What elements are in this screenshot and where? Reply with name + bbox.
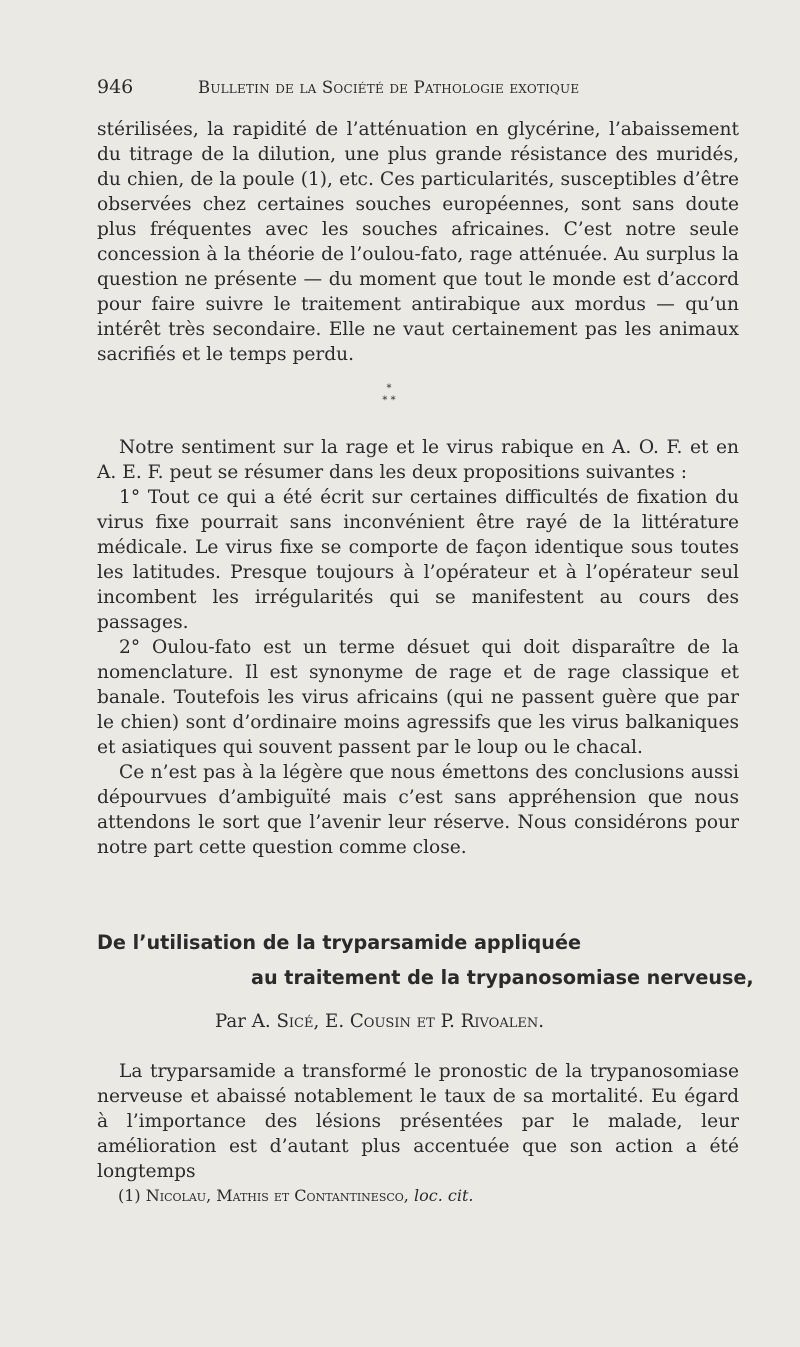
asterism-top: * xyxy=(386,383,392,394)
footnote-marker: (1) xyxy=(118,1186,141,1205)
footnote xyxy=(118,1186,473,1205)
footnote-reference: loc. cit. xyxy=(414,1186,474,1205)
paragraph: Notre sentiment sur la rage et le virus rabique en A. O. F. et en A. E. F. peut se résumer dans les deux propositions suivantes : xyxy=(97,437,739,483)
page-number: 946 xyxy=(97,76,134,98)
running-title: Bulletin de la Société de Pathologie exotique xyxy=(198,78,580,97)
paragraph: stérilisées, la rapidité de l’atténuation en glycérine, l’abaissement du titrage de la dilution, une plus grande résistance des muridés, du chien, de la poule (1), etc. Ces particularités, susceptibles d’être observées chez certaines souches européennes, sont sans doute plus fréquentes avec les souches africaines. C’est notre seule concession à la théorie de l’oulou-fato, rage atténuée. Au surplus la question ne présente — du moment que tout le monde est d’accord pour faire suivre le traitement antirabique aux mordus — qu’un intérêt très secondaire. Elle ne vaut certainement pas les animaux sacrifiés et le temps perdu. xyxy=(97,119,739,365)
asterism-separator xyxy=(374,383,404,407)
byline-authors: A. Sicé, E. Cousin et P. Rivoalen. xyxy=(251,1011,544,1032)
article-title-line-1: De l’utilisation de la tryparsamide appliquée xyxy=(97,931,581,954)
asterism-bottom: * * xyxy=(382,395,396,406)
paragraph: 1° Tout ce qui a été écrit sur certaines difficultés de fixation du virus fixe pourrait sans inconvénient être rayé de la littérature médicale. Le virus fixe se comporte de façon identique sous toutes les latitudes. Presque toujours à l’opérateur et à l’opérateur seul incombent les irrégularités qui se manifestent au cours des passages. xyxy=(97,487,739,633)
byline-prefix: Par xyxy=(215,1011,246,1032)
continued-paragraph xyxy=(97,117,739,367)
conclusions-section xyxy=(97,435,739,860)
footnote-authors: Nicolau, Mathis et Contantinesco, xyxy=(145,1186,409,1205)
article-byline xyxy=(215,1011,544,1032)
running-header xyxy=(97,76,642,102)
article-body xyxy=(97,1059,739,1184)
paragraph: 2° Oulou-fato est un terme désuet qui doit disparaître de la nomenclature. Il est synonyme de rage et de rage classique et banale. Toutefois les virus africains (qui ne passent guère que par le chien) sont d’ordinaire moins agressifs que les virus balkaniques et asiatiques qui souvent passent par le loup ou le chacal. xyxy=(97,637,739,758)
paragraph: La tryparsamide a transformé le pronostic de la trypanosomiase nerveuse et abaissé notablement le taux de sa mortalité. Eu égard à l’importance des lésions présentées par le malade, leur amélioration est d’autant plus accentuée que son action a été longtemps xyxy=(97,1061,739,1182)
article-title-line-2: au traitement de la trypanosomiase nerveuse, xyxy=(251,966,754,989)
paragraph: Ce n’est pas à la légère que nous émettons des conclusions aussi dépourvues d’ambiguïté mais c’est sans appréhension que nous attendons le sort que l’avenir leur réserve. Nous considérons pour notre part cette question comme close. xyxy=(97,762,739,858)
